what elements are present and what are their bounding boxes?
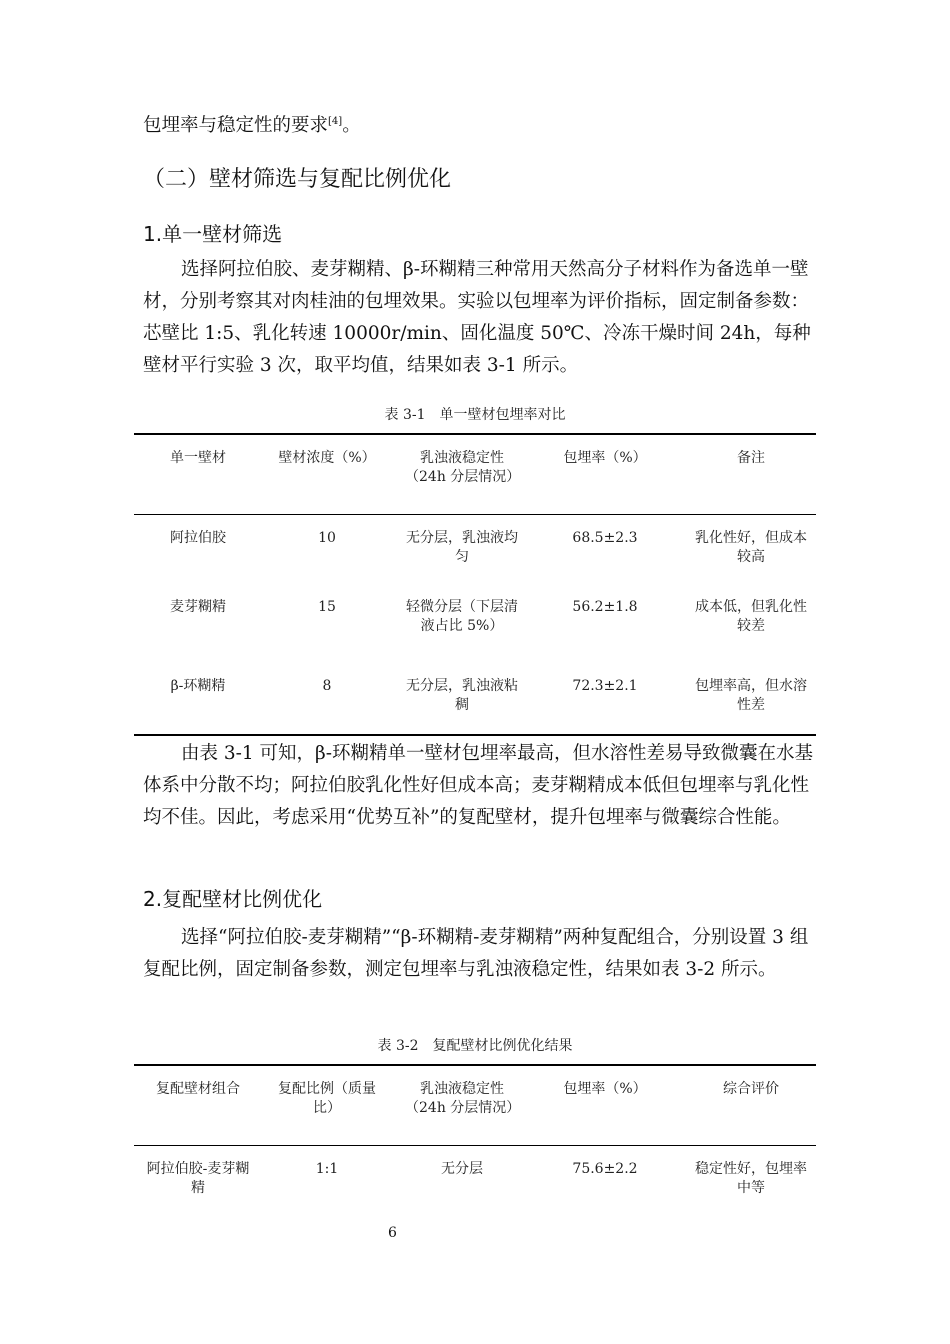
subsection-heading-2: 2.复配壁材比例优化 — [143, 887, 323, 911]
table-1-cell: 麦芽糊精 — [170, 599, 226, 615]
table-2-cell: 无分层 — [441, 1161, 483, 1177]
table-1-header: 包埋率（%） — [563, 450, 647, 466]
table-1-cell: 包埋率高，但水溶性差 — [695, 678, 807, 713]
table-1-header: 壁材浓度（%） — [278, 450, 376, 466]
table-1-cell: 10 — [318, 530, 336, 546]
table-1-cell: 8 — [322, 678, 332, 694]
table-1-top-rule — [134, 433, 816, 435]
table-1-cell: β-环糊精 — [170, 678, 226, 694]
table-1-cell: 无分层，乳浊液均匀 — [406, 530, 518, 565]
paragraph-composite-wall: 选择“阿拉伯胶-麦芽糊精”“β-环糊精-麦芽糊精”两种复配组合，分别设置 3 组复配比例，固定制备参数，测定包埋率与乳浊液稳定性，结果如表 3-2 所示。 — [143, 927, 809, 980]
table-2-header: 包埋率（%） — [563, 1081, 647, 1097]
table-2-cell: 1:1 — [315, 1161, 339, 1177]
table-1-cell: 乳化性好，但成本较高 — [695, 530, 807, 565]
citation[interactable]: [4] — [328, 115, 343, 127]
table-2-caption: 表 3-2 复配壁材比例优化结果 — [377, 1038, 573, 1054]
table-1-cell: 无分层，乳浊液粘稠 — [406, 678, 518, 713]
table-2-header-rule — [134, 1145, 816, 1146]
table-2-header: 复配壁材组合 — [156, 1081, 240, 1097]
table-2-cell: 阿拉伯胶-麦芽糊精 — [146, 1161, 250, 1196]
table-1-bottom-rule — [134, 734, 816, 736]
table-1-cell: 成本低，但乳化性较差 — [695, 599, 807, 634]
table-2-header: 乳浊液稳定性（24h 分层情况） — [405, 1081, 521, 1116]
table-1-cell: 阿拉伯胶 — [170, 530, 226, 546]
table-1-cell: 56.2±1.8 — [572, 599, 638, 615]
table-1-cell: 72.3±2.1 — [572, 678, 638, 694]
table-1-header: 单一壁材 — [170, 450, 226, 466]
table-1-header: 乳浊液稳定性（24h 分层情况） — [405, 450, 521, 485]
intro-end: 。 — [342, 115, 361, 136]
intro-line — [143, 110, 815, 142]
intro-text: 包埋率与稳定性的要求 — [143, 115, 329, 136]
paragraph-single-wall: 选择阿拉伯胶、麦芽糊精、β-环糊精三种常用天然高分子材料作为备选单一壁材，分别考察其对肉桂油的包埋效果。实验以包埋率为评价指标，固定制备参数：芯壁比 1:5、乳化转速 10000r/min、固化温度 50℃、冷冻干燥时间 24h，每种壁材平行实验 3 次，取平均值，结果如表 3-1 所示。 — [143, 259, 811, 376]
table-1-header: 备注 — [737, 450, 765, 466]
table-1-caption: 表 3-1 单一壁材包埋率对比 — [384, 407, 566, 423]
table-1-header-rule — [134, 514, 816, 515]
paragraph-analysis: 由表 3-1 可知，β-环糊精单一壁材包埋率最高，但水溶性差易导致微囊在水基体系中分散不均；阿拉伯胶乳化性好但成本高；麦芽糊精成本低但包埋率与乳化性均不佳。因此，考虑采用“优势互补”的复配壁材，提升包埋率与微囊综合性能。 — [143, 743, 814, 828]
subsection-heading-1: 1.单一壁材筛选 — [143, 222, 283, 246]
table-2-header: 综合评价 — [723, 1081, 779, 1097]
table-2-cell: 稳定性好，包埋率中等 — [695, 1161, 807, 1196]
table-2-header: 复配比例（质量比） — [278, 1081, 376, 1116]
table-1-cell: 15 — [318, 599, 336, 615]
table-2-top-rule — [134, 1064, 816, 1066]
table-1-cell: 轻微分层（下层清液占比 5%） — [406, 599, 518, 634]
page-number: 6 — [388, 1225, 397, 1241]
table-1-cell: 68.5±2.3 — [572, 530, 638, 546]
table-2-cell: 75.6±2.2 — [572, 1161, 638, 1177]
section-heading: （二）壁材筛选与复配比例优化 — [143, 167, 452, 192]
